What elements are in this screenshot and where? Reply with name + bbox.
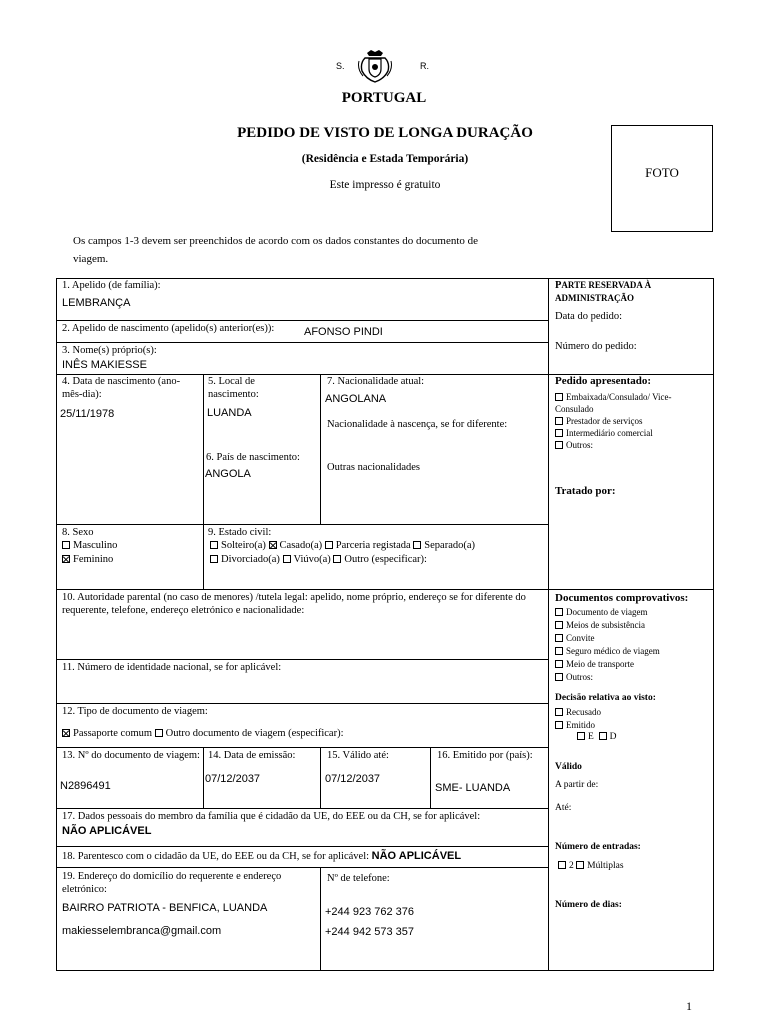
checkbox-unchecked-icon[interactable] [555, 608, 563, 616]
field-18-row [62, 850, 461, 863]
checkbox-checked-icon[interactable] [62, 729, 70, 737]
field-8-label: 8. Sexo [62, 527, 94, 538]
submitted-option-provider: Prestador de serviços [566, 416, 643, 426]
entries-multiple-label: Múltiplas [587, 861, 624, 871]
checkbox-unchecked-icon[interactable] [555, 673, 563, 681]
photo-label: FOTO [645, 165, 679, 180]
field-3-value[interactable]: INÊS MAKIESSE [62, 359, 147, 371]
checkbox-checked-icon[interactable] [62, 555, 70, 563]
entries-options [558, 861, 624, 871]
admin-valid-label: Válido [555, 762, 582, 772]
checkbox-unchecked-icon[interactable] [62, 541, 70, 549]
field-5-label: 5. Local de nascimento: [208, 376, 259, 400]
decision-issued-label: Emitido [566, 720, 595, 730]
field-14-value[interactable]: 07/12/2037 [205, 773, 261, 785]
field-11-label: 11. Número de identidade nacional, se for aplicável: [62, 662, 282, 673]
field-6-value[interactable]: ANGOLA [205, 468, 251, 480]
field-15-label: 15. Válido até: [327, 750, 389, 761]
civil-separated-label: Separado(a) [424, 540, 476, 551]
sex-male-option[interactable] [62, 539, 117, 552]
field-1-value[interactable]: LEMBRANÇA [62, 297, 131, 309]
field-2-value[interactable]: AFONSO PINDI [304, 326, 383, 338]
admin-handled-label: Tratado por: [555, 485, 616, 497]
field-4-label: 4. Data de nascimento (ano-mês-dia): [62, 376, 181, 400]
checkbox-unchecked-icon[interactable] [599, 732, 607, 740]
field-9-label: 9. Estado civil: [208, 527, 272, 538]
field-13-label: 13. Nº do documento de viagem: [62, 750, 200, 761]
travel-doc-other-label: Outro documento de viagem (especificar): [165, 728, 344, 739]
form-title: PEDIDO DE VISTO DE LONGA DURAÇÃO [237, 125, 533, 141]
checkbox-unchecked-icon[interactable] [413, 541, 421, 549]
country-title: PORTUGAL [341, 90, 427, 106]
civil-widow-label: Viúvo(a) [293, 554, 331, 565]
sex-male-label: Masculino [73, 540, 118, 551]
field-17-value[interactable]: NÃO APLICÁVEL [62, 825, 152, 837]
decision-d-label: D [609, 732, 617, 742]
admin-decision-label: Decisão relativa ao visto: [555, 693, 656, 703]
docs-option-transport: Meio de transporte [566, 659, 634, 669]
docs-option-means: Meios de subsistência [566, 620, 645, 630]
admin-section-title [555, 279, 710, 305]
phone-value-1[interactable]: +244 923 762 376 [325, 906, 415, 918]
submitted-option-intermediary: Intermediário comercial [566, 428, 653, 438]
sex-female-label: Feminino [73, 554, 114, 565]
phone-value-2[interactable]: +244 942 573 357 [325, 926, 415, 938]
crest-left-letter: S. [336, 61, 345, 71]
civil-status-row-2 [210, 553, 427, 566]
submitted-option-embassy: Embaixada/Consulado/ Vice-Consulado [555, 392, 672, 414]
phone-label: Nº de telefone: [327, 873, 390, 884]
admin-docs-options [555, 606, 710, 684]
checkbox-unchecked-icon[interactable] [576, 861, 584, 869]
checkbox-unchecked-icon[interactable] [333, 555, 341, 563]
field-19-address[interactable]: BAIRRO PATRIOTA - BENFICA, LUANDA [62, 902, 268, 914]
field-7-other-label: Outras nacionalidades [327, 462, 421, 473]
field-3-label: 3. Nome(s) próprio(s): [62, 345, 157, 356]
checkbox-unchecked-icon[interactable] [555, 441, 563, 449]
docs-option-insurance: Seguro médico de viagem [566, 646, 660, 656]
coat-of-arms-icon [357, 49, 393, 83]
field-12-label: 12. Tipo de documento de viagem: [62, 706, 208, 717]
admin-docs-label: Documentos comprovativos: [555, 592, 689, 604]
checkbox-unchecked-icon[interactable] [555, 393, 563, 401]
free-note: Este impresso é gratuito [329, 179, 441, 191]
field-16-value[interactable]: SME- LUANDA [435, 782, 511, 794]
field-2-label: 2. Apelido de nascimento (apelido(s) anterior(es)): [62, 323, 275, 334]
checkbox-unchecked-icon[interactable] [210, 541, 218, 549]
field-15-value[interactable]: 07/12/2037 [325, 773, 381, 785]
field-1-label: 1. Apelido (de família): [62, 280, 161, 291]
field-6-label: 6. País de nascimento: [206, 452, 300, 463]
civil-partner-label: Parceria registada [335, 540, 411, 551]
crest-right-letter: R. [420, 61, 429, 71]
checkbox-unchecked-icon[interactable] [210, 555, 218, 563]
admin-date-label: Data do pedido: [555, 311, 623, 322]
admin-until-label: Até: [555, 803, 572, 813]
civil-single-label: Solteiro(a) [221, 540, 266, 551]
checkbox-unchecked-icon[interactable] [555, 621, 563, 629]
admin-entries-label: Número de entradas: [555, 842, 641, 852]
entries-two-label: 2 [569, 861, 574, 871]
docs-option-travel: Documento de viagem [566, 607, 648, 617]
checkbox-checked-icon[interactable] [269, 541, 277, 549]
admin-from-label: A partir de: [555, 780, 599, 790]
field-7-value[interactable]: ANGOLANA [325, 393, 387, 405]
checkbox-unchecked-icon[interactable] [558, 861, 566, 869]
checkbox-unchecked-icon[interactable] [155, 729, 163, 737]
travel-doc-common-label: Passaporte comum [73, 728, 153, 739]
field-14-label: 14. Data de emissão: [208, 750, 296, 761]
intro-text: Os campos 1-3 devem ser preenchidos de acordo com os dados constantes do documento de viagem. [73, 235, 479, 265]
checkbox-unchecked-icon[interactable] [555, 417, 563, 425]
admin-number-label: Número do pedido: [555, 341, 637, 352]
field-18-value[interactable]: NÃO APLICÁVEL [371, 850, 462, 862]
checkbox-unchecked-icon[interactable] [555, 429, 563, 437]
travel-doc-options [62, 727, 344, 740]
admin-title-rest: ARTE RESERVADA À ADMINISTRAÇÃO [555, 280, 652, 303]
civil-married-label: Casado(a) [279, 540, 323, 551]
checkbox-unchecked-icon[interactable] [283, 555, 291, 563]
field-10-label: 10. Autoridade parental (no caso de menores) /tutela legal: apelido, nome próprio, endereço se for diferente do requerente, telefone, endereço eletrónico e nacionalidade: [62, 592, 526, 616]
form-subtitle: (Residência e Estada Temporária) [301, 153, 469, 165]
admin-decision-options [555, 706, 601, 732]
photo-box [611, 125, 713, 232]
field-7-label: 7. Nacionalidade atual: [327, 376, 425, 387]
field-19-label: 19. Endereço do domicílio do requerente e endereço eletrónico: [62, 871, 282, 895]
checkbox-unchecked-icon[interactable] [555, 660, 563, 668]
checkbox-unchecked-icon[interactable] [555, 647, 563, 655]
admin-days-label: Número de dias: [555, 900, 622, 910]
checkbox-unchecked-icon[interactable] [555, 721, 563, 729]
admin-submitted-label: Pedido apresentado: [555, 375, 652, 387]
checkbox-unchecked-icon[interactable] [577, 732, 585, 740]
checkbox-unchecked-icon[interactable] [325, 541, 333, 549]
admin-submitted-options [555, 391, 705, 451]
admin-title-initial: P [555, 280, 562, 291]
field-13-value[interactable]: N2896491 [60, 780, 111, 792]
decision-refused-label: Recusado [566, 707, 601, 717]
decision-type-options [577, 732, 616, 742]
page-number: 1 [686, 999, 692, 1013]
field-19-email[interactable]: makiesselembranca@gmail.com [62, 925, 222, 937]
checkbox-unchecked-icon[interactable] [555, 634, 563, 642]
field-17-label: 17. Dados pessoais do membro da família que é cidadão da UE, do EEE ou da CH, se for aplicável: [62, 811, 481, 822]
field-16-label: 16. Emitido por (país): [437, 750, 533, 761]
submitted-option-other: Outros: [566, 440, 593, 450]
decision-e-label: E [588, 732, 594, 742]
civil-status-row-1 [210, 539, 475, 552]
sex-female-option[interactable] [62, 553, 113, 566]
field-5-value[interactable]: LUANDA [207, 407, 252, 419]
field-4-value[interactable]: 25/11/1978 [60, 408, 115, 420]
checkbox-unchecked-icon[interactable] [555, 708, 563, 716]
civil-divorced-label: Divorciado(a) [221, 554, 280, 565]
docs-option-invitation: Convite [566, 633, 595, 643]
docs-option-other: Outros: [566, 672, 593, 682]
field-7-birth-label: Nacionalidade à nascença, se for diferente: [327, 419, 508, 430]
civil-other-label: Outro (especificar): [344, 554, 427, 565]
field-18-label: 18. Parentesco com o cidadão da UE, do EEE ou da CH, se for aplicável: [62, 851, 370, 862]
